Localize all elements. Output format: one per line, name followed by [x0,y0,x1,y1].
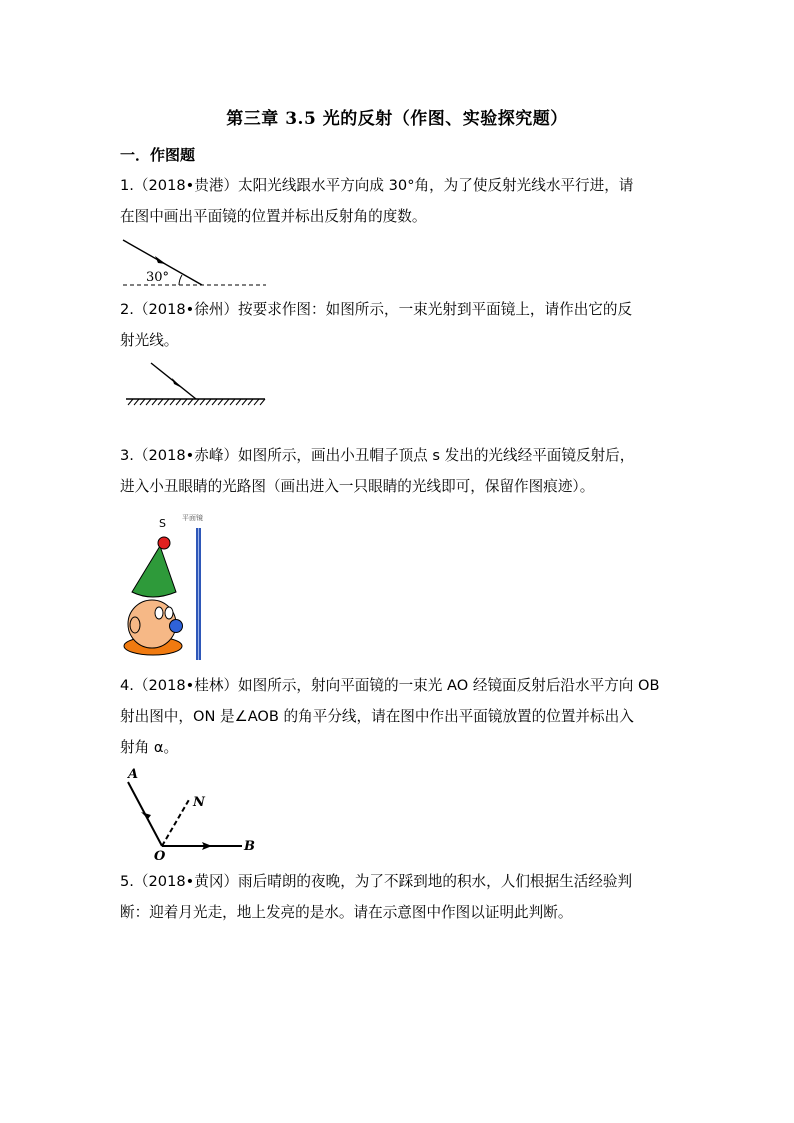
question-1-line-1: 1.（2018•贵港）太阳光线跟水平方向成 30°角，为了使反射光线水平行进，请 [120,177,634,194]
fig2-mirror-hatching [128,399,265,405]
page-title: 第三章 3.5 光的反射（作图、实验探究题） [226,109,568,129]
fig4-bisector-on [162,798,190,846]
question-3-line-1: 3.（2018•赤峰）如图所示，画出小丑帽子顶点 s 发出的光线经平面镜反射后， [120,447,635,464]
question-5 [120,866,680,928]
question-2 [120,294,680,356]
question-2-line-1: 2.（2018•徐州）按要求作图：如图所示，一束光射到平面镜上，请作出它的反 [120,301,633,318]
question-4-line-2: 射出图中，ON 是∠AOB 的角平分线，请在图中作出平面镜放置的位置并标出入 [120,708,634,725]
fig3-clown-eye-left [155,607,163,619]
question-1-line-2: 在图中画出平面镜的位置并标出反射角的度数。 [120,208,427,225]
fig1-angle-label: 30° [146,270,170,285]
question-1 [120,170,680,232]
fig2-ray-arrowhead [172,378,182,388]
fig3-hat-ball [158,537,170,549]
fig1-angle-arc [179,275,182,285]
fig3-clown-eye-right [165,607,173,619]
fig3-clown-nose [170,620,183,633]
question-4 [120,670,680,763]
section-heading: 一．作图题 [120,146,196,164]
fig3-mirror-label: 平面镜 [182,514,203,522]
question-5-line-2: 断：迎着月光走，地上发亮的是水。请在示意图中作图以证明此判断。 [120,904,573,921]
figure-4-reflection-angle-diagram [120,764,265,864]
fig3-clown-hat [132,546,176,597]
fig3-point-s-label: S [159,517,166,530]
question-4-line-3: 射角 α。 [120,739,179,756]
fig3-clown-ear [130,617,140,633]
fig4-label-o: O [154,849,166,864]
fig4-label-b: B [244,839,255,854]
question-5-line-1: 5.（2018•黄冈）雨后晴朗的夜晚，为了不踩到地的积水，人们根据生活经验判 [120,873,633,890]
question-2-line-2: 射光线。 [120,332,179,349]
figure-2-plane-mirror-diagram [124,360,269,410]
fig4-label-n: N [193,795,205,810]
question-3-line-2: 进入小丑眼睛的光路图（画出进入一只眼睛的光线即可，保留作图痕迹）。 [120,478,595,495]
question-4-line-1: 4.（2018•桂林）如图所示，射向平面镜的一束光 AO 经镜面反射后沿水平方向 OB [120,677,660,694]
fig4-label-a: A [128,767,139,782]
figure-1-light-ray-diagram [116,236,276,294]
figure-3-clown-mirror-diagram [120,512,220,662]
question-3 [120,440,680,502]
